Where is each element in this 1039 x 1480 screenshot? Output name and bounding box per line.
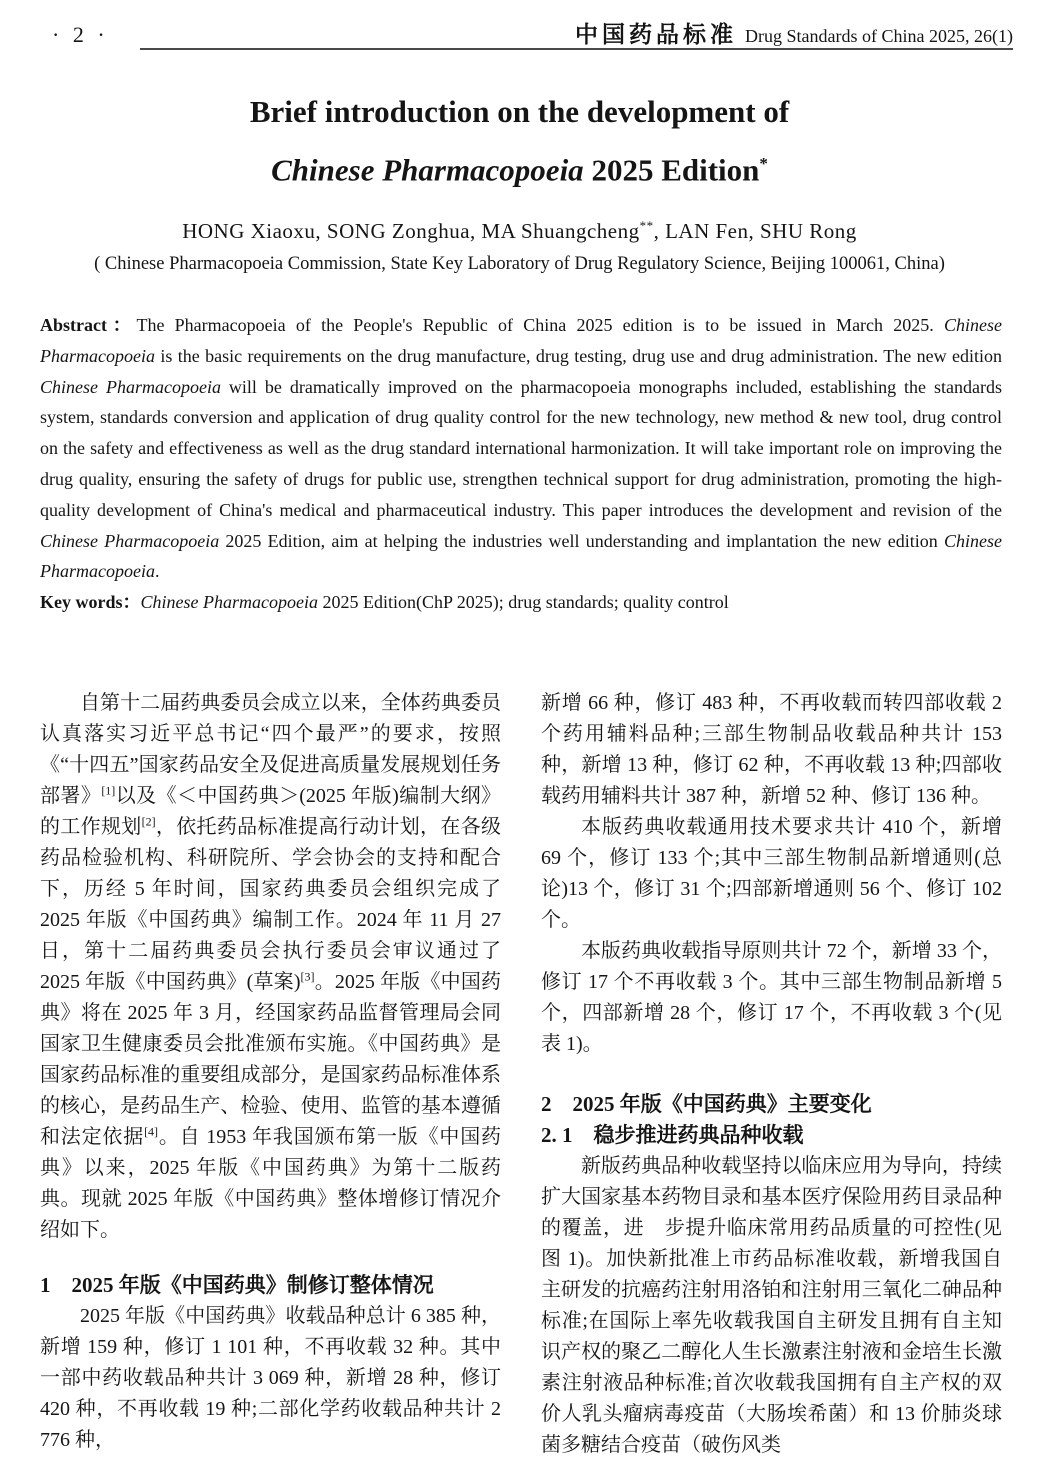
- paragraph-variety-inclusion: 新版药典品种收载坚持以临床应用为导向，持续扩大国家基本药物目录和基本医疗保险用药目录品种的覆盖，进 步提升临床常用药品质量的可控性(见图 1)。加快新批准上市药品标准收载，新增我国自主研发的抗癌药注射用洛铂和注射用三氧化二砷品种标准;在国际上率先收载我国自主研发且拥有自主知识产权的聚乙二醇化人生长激素注射液和金培生长激素注射液品种标准;首次收载我国拥有自主产权的双价人乳头瘤病毒疫苗（大肠埃希菌）和 13 价肺炎球菌多糖结合疫苗（破伤风类: [541, 1155, 1002, 1456]
- header-rule: [140, 48, 1013, 50]
- keywords-line: Key words：Chinese Pharmacopoeia 2025 Edition(ChP 2025); drug standards; quality control: [40, 592, 729, 613]
- article-title: [0, 86, 1039, 196]
- article-title-line2: Chinese Pharmacopoeia 2025 Edition*: [271, 152, 768, 188]
- journal-masthead: [575, 16, 1013, 49]
- paragraph-general-requirements: 本版药典收载通用技术要求共计 410 个，新增 69 个，修订 133 个;其中三部生物制品新增通则(总论)13 个，修订 31 个;四部新增通则 56 个、修订 102 个。: [541, 816, 1002, 931]
- affiliation-line: ( Chinese Pharmacopoeia Commission, State Key Laboratory of Drug Regulatory Science, Beijing 100061, China): [94, 254, 945, 274]
- paragraph-guidelines: 本版药典收载指导原则共计 72 个，新增 33 个，修订 17 个不再收载 3 个。其中三部生物制品新增 5 个，四部新增 28 个，修订 17 个，不再收载 3 个(见表 1)。: [541, 940, 1002, 1055]
- paragraph-section1-cont: 新增 66 种，修订 483 种，不再收载而转四部收载 2 个药用辅料品种;三部生物制品收载品种共计 153 种，新增 13 种，修订 62 种，不再收载 13 种;四部收载药用辅料共计 387 种，新增 52 种、修订 136 种。: [541, 692, 1002, 807]
- section-heading-2: 2 2025 年版《中国药典》主要变化: [541, 1092, 872, 1116]
- journal-title-cn: 中国药品标准: [575, 22, 738, 47]
- section-heading-2-1: 2. 1 稳步推进药典品种收载: [541, 1123, 804, 1147]
- front-matter: [40, 310, 1002, 618]
- body-columns: [40, 688, 1002, 1470]
- page-header: [52, 16, 1013, 49]
- paragraph-section1: 2025 年版《中国药典》收载品种总计 6 385 种，新增 159 种，修订 1 101 种，不再收载 32 种。其中一部中药收载品种共计 3 069 种，新增 28 种，修订 420 种，不再收载 19 种;二部化学药收载品种共计 2 776 种，: [40, 1305, 501, 1451]
- left-column: [40, 688, 501, 1470]
- article-title-line1: Brief introduction on the development of: [249, 94, 790, 129]
- journal-title-en: Drug Standards of China 2025, 26(1): [745, 26, 1013, 46]
- page-number: · 2 ·: [52, 22, 109, 47]
- authors-line: HONG Xiaoxu, SONG Zonghua, MA Shuangcheng**, LAN Fen, SHU Rong: [182, 218, 857, 243]
- right-column: [541, 688, 1002, 1470]
- section-heading-1: 1 2025 年版《中国药典》制修订整体情况: [40, 1273, 434, 1297]
- abstract-paragraph: Abstract：The Pharmacopoeia of the People's Republic of China 2025 edition is to be issued in March 2025. Chinese Pharmacopoeia is the basic requirements on the drug manufacture, drug testing, drug use and drug administration. The new edition Chinese Pharmacopoeia will be dramatically improved on the pharmacopoeia monographs included, establishing the standards system, standards conversion and application of drug quality control for the new technology, new method & new tool, drug control on the safety and effectiveness as well as the drug standard international harmonization. It will take important role on improving the drug quality, ensuring the safety of drugs for public use, strengthen technical support for drug administration, promoting the high-quality development of China's medical and pharmaceutical industry. This paper introduces the development and revision of the Chinese Pharmacopoeia 2025 Edition, aim at helping the industries well understanding and implantation the new edition Chinese Pharmacopoeia.: [40, 315, 1003, 582]
- paragraph-intro: 自第十二届药典委员会成立以来，全体药典委员认真落实习近平总书记“四个最严”的要求，按照《“十四五”国家药品安全及促进高质量发展规划任务部署》[1]以及《＜中国药典＞(2025 年版)编制大纲》的工作规划[2]，依托药品标准提高行动计划，在各级药品检验机构、科研院所、学会协会的支持和配合下，历经 5 年时间，国家药典委员会组织完成了 2025 年版《中国药典》编制工作。2024 年 11 月 27 日，第十二届药典委员会执行委员会审议通过了 2025 年版《中国药典》(草案)[3]。2025 年版《中国药典》将在 2025 年 3 月，经国家药品监督管理局会同国家卫生健康委员会批准颁布实施。《中国药典》是国家药品标准的重要组成部分，是国家药品标准体系的核心，是药品生产、检验、使用、监管的基本遵循和法定依据[4]。自 1953 年我国颁布第一版《中国药典》以来，2025 年版《中国药典》为第十二版药典。现就 2025 年版《中国药典》整体增修订情况介绍如下。: [40, 692, 502, 1241]
